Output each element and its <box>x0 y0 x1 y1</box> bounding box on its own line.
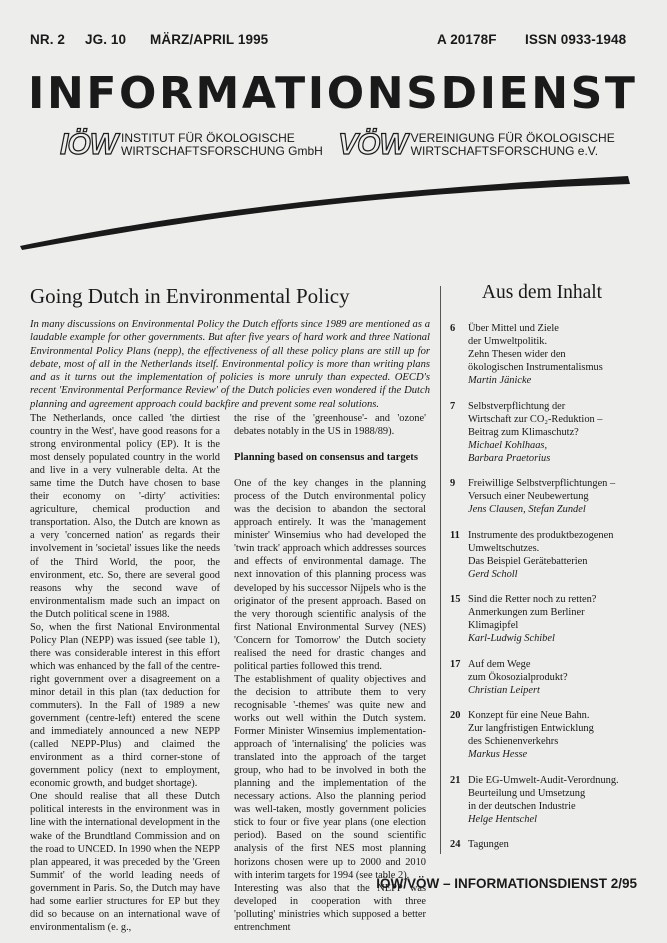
toc-item[interactable] <box>450 709 650 761</box>
toc-item-text: Sind die Retter noch zu retten? Anmerkungen zum Berliner Klimagipfel <box>468 594 597 631</box>
toc-item-text: Selbstverpflichtung der Wirtschaft zur CO₂-Reduktion – Beitrag zum Klimaschutz? <box>468 400 603 438</box>
paragraph: Interesting was also that the NEPP was developed in cooperation with three 'polluting' ministries which supposed a better entrenchment <box>234 882 426 933</box>
article-subheading: Planning based on consensus and targets <box>234 452 418 464</box>
iow-logo-text: INSTITUT FÜR ÖKOLOGISCHE WIRTSCHAFTSFORSCHUNG GmbH <box>121 131 323 158</box>
article-column-1 <box>30 412 220 934</box>
toc-page-number: 7 <box>450 400 456 412</box>
toc-item-text: Instrumente des produktbezogenen Umweltschutzes. Das Beispiel Gerätebatterien <box>468 529 614 567</box>
issn: ISSN 0933-1948 <box>525 32 627 47</box>
toc-page-number: 6 <box>450 323 456 334</box>
toc-item-text: Die EG-Umwelt-Audit-Verordnung. Beurteilung und Umsetzung in der deutschen Industrie <box>468 774 619 812</box>
article-column-2 <box>234 412 426 934</box>
toc-item[interactable] <box>450 322 650 387</box>
footer-title: IÖW/VÖW – INFORMATIONSDIENST 2/95 <box>376 876 637 891</box>
toc-page-number: 15 <box>450 594 461 605</box>
paragraph: The establishment of quality objectives and the decision to attribute them to very recognisable '-themes' was quite new and works out well within the Dutch system. Former Minister Winsemius implementation-approach of 'internalising' the policies was translated into the approach of the target group, who had to be involved in both the planning and the implementation of the necessary actions. Also the planning period was well-taken, mostly government policies stick to four or five year plans (one election period). Based on the sound scientific analysis of the first NES most planning horizons chosen were up to 2000 and 2010 with interim targets for 1994 (see table 2). <box>234 673 426 881</box>
toc-item[interactable] <box>450 400 650 465</box>
toc-item-author: Christian Leipert <box>468 684 540 696</box>
toc-item-author: Jens Clausen, Stefan Zundel <box>468 504 586 515</box>
vow-logo-mark: VÖW <box>338 128 407 161</box>
toc-page-number: 20 <box>450 710 461 721</box>
toc-page-number: 21 <box>450 774 461 786</box>
toc-item[interactable] <box>450 774 650 826</box>
toc-item-text: Auf dem Wege zum Ökosozialprodukt? <box>468 658 568 683</box>
paragraph: The Netherlands, once called 'the dirtiest country in the West', have good reasons for a strong environmental policy (EP). It is the most densely populated country in the world and live in a very vulnerable delta. At the same time the Dutch have chosen to base their economy on '-dirty' activities: agriculture, chemical production and transportation. Also, the Dutch are known as a very 'concerned nation' as regards their involvement in 'societal' issues like the needs of the Third World, the poor, the environment, etc. So, there are several good reasons why the second wave of environmentalism made such an impact on the Dutch political scene in 1988. <box>30 413 220 620</box>
vow-logo <box>338 130 615 160</box>
paragraph: the rise of the 'greenhouse'- and 'ozone' debates notably in the US in 1988/89). <box>234 413 426 438</box>
toc-page-number: 9 <box>450 478 456 489</box>
iow-logo <box>60 130 323 160</box>
toc-item-text: Tagungen <box>468 839 509 850</box>
toc-item[interactable] <box>450 593 650 645</box>
toc-item-text: Über Mittel und Ziele der Umweltpolitik. Zehn Thesen wider den ökologischen Instrumentalismus <box>468 323 603 373</box>
toc-title: Aus dem Inhalt <box>481 282 603 303</box>
article-title: Going Dutch in Environmental Policy <box>30 284 350 308</box>
toc-item[interactable] <box>450 658 650 697</box>
toc-item-author: Helge Hentschel <box>468 813 537 825</box>
article-lead: In many discussions on Environmental Policy the Dutch efforts since 1989 are mentioned as a laudable example for other governments. But after five years of hard work and three National Environmental Policy Plans (nepp), the effectiveness of all these policy plans are still up for debate, most of all in the Netherlands itself. Environmental policy is more than writing plans and as it turns out the implementation of policies is more unruly than expected. OECD's recent 'Environmental Performance Review' of the Dutch policies even wondered if the Dutch planning and agreement approach could backfire and prevent some real solutions. <box>30 319 430 410</box>
toc-item[interactable] <box>450 529 650 581</box>
toc-item-text: Freiwillige Selbstverpflichtungen – Versuch einer Neubewertung <box>468 478 616 502</box>
toc-item-author: Gerd Scholl <box>468 568 518 580</box>
iow-logo-mark: IÖW <box>60 128 117 161</box>
table-of-contents <box>450 322 650 864</box>
masthead-title: INFORMATIONSDIENST <box>28 68 638 119</box>
toc-item-author: Karl-Ludwig Schibel <box>468 633 555 644</box>
toc-item-author: Michael Kohlhaas, Barbara Praetorius <box>468 439 551 464</box>
paragraph: So, when the first National Environmental Policy Plan (NEPP) was issued (see table 1), there was considerable interest in this effort which was enhanced by the fall of the centre-right government over a disagreement on a minor detail in this plan (tax deduction for commuters). In the Fall of 1989 a new government (centre-left) entered the scene and immediately announced a new NEPP (called NEPP-Plus) and claimed the environment as a third corner-stone of government policy (next to employment, economic growth, and budget shortage). <box>30 621 220 790</box>
toc-item[interactable] <box>450 838 650 851</box>
postal-code: A 20178F <box>437 32 497 47</box>
toc-page-number: 11 <box>450 529 460 541</box>
issue-number: NR. 2 <box>30 32 66 47</box>
toc-item-author: Martin Jänicke <box>468 375 532 386</box>
toc-item-author: Markus Hesse <box>468 749 528 760</box>
toc-page-number: 24 <box>450 839 461 850</box>
paragraph: One of the key changes in the planning process of the Dutch environmental policy was the decision to abandon the sectoral approach entirely. It was the 'management minister' Winsemius who had developed the 'twin track' approach which addresses sources and effects of environmental damage. The next innovation of this planning process was developed by his successor Nijpels who is the originator of the present approach. Based on the very thorough scientific analysis of the first National Environmental Survey (NES) 'Concern for Tomorrow' the Dutch society realised the need for drastic changes and political parties followed this trend. <box>234 478 426 672</box>
issue-date: MÄRZ/APRIL 1995 <box>150 32 269 47</box>
paragraph: One should realise that all these Dutch political interests in the environment was in line with the international development in the wake of the Brundtland Commission and on the road to UNCED. In 1990 when the NEPP plan appeared, it was preceded by the 'Green Summit' of the world leading needs of government in Paris. So, the Dutch may have had some earlier structures for EP but they did so because on an international wave of environmentalism (e. g., <box>30 791 220 933</box>
volume: JG. 10 <box>85 32 127 47</box>
swoosh-graphic <box>18 162 648 252</box>
toc-item-text: Konzept für eine Neue Bahn. Zur langfristigen Entwicklung des Schienenverkehrs <box>468 710 594 747</box>
column-divider <box>440 286 441 854</box>
toc-page-number: 17 <box>450 658 461 670</box>
toc-item[interactable] <box>450 477 650 516</box>
vow-logo-text: VEREINIGUNG FÜR ÖKOLOGISCHE WIRTSCHAFTSFORSCHUNG e.V. <box>410 131 615 158</box>
